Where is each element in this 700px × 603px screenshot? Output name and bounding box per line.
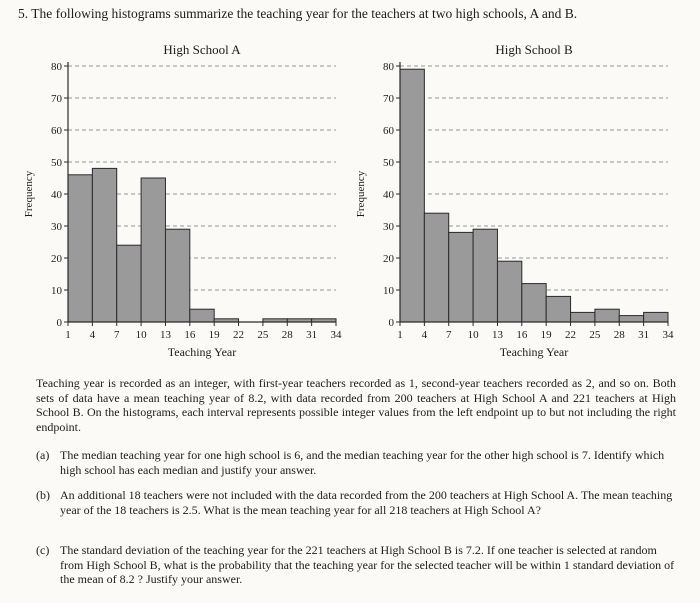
y-tick-label: 80 (51, 61, 62, 73)
histogram-bar (117, 245, 141, 322)
histogram-bar (571, 312, 595, 322)
x-axis-label: Teaching Year (167, 345, 237, 359)
chart-title: High School B (495, 42, 573, 57)
question-header (18, 6, 577, 22)
histogram-bar (497, 261, 521, 322)
y-tick-label: 40 (51, 189, 62, 201)
x-tick-label: 1 (397, 329, 403, 341)
part-a-text: The median teaching year for one high school is 6, and the median teaching year for the other high school is 7. Identify which high school has each median and justify your answer. (60, 448, 665, 477)
x-tick-label: 7 (113, 329, 120, 341)
x-tick-label: 7 (445, 329, 452, 341)
y-tick-label: 50 (383, 157, 394, 169)
histogram-bar (473, 229, 497, 322)
y-tick-label: 20 (51, 253, 62, 265)
y-tick-label: 10 (383, 285, 394, 297)
x-tick-label: 13 (491, 329, 503, 341)
x-tick-label: 34 (330, 329, 342, 341)
y-axis-label: Frequency (23, 170, 35, 218)
x-tick-label: 4 (89, 329, 96, 341)
histogram-bar (619, 316, 643, 322)
x-tick-label: 28 (281, 329, 293, 341)
x-tick-label: 1 (65, 329, 71, 341)
x-axis-label: Teaching Year (499, 345, 569, 359)
histogram-bar (190, 309, 214, 322)
histogram-bar (400, 69, 424, 322)
y-tick-label: 30 (383, 221, 394, 233)
question-number: 5. (18, 6, 29, 21)
x-tick-label: 16 (516, 329, 528, 341)
x-tick-label: 22 (565, 329, 577, 341)
histogram-bar (68, 175, 92, 322)
histogram-bar (595, 309, 619, 322)
histogram-bar (546, 296, 570, 322)
x-tick-label: 31 (638, 329, 650, 341)
y-tick-label: 20 (383, 253, 394, 265)
part-c-label: (c) (36, 543, 50, 557)
histogram-high-school-a (18, 40, 348, 365)
y-tick-label: 0 (56, 317, 62, 329)
x-tick-label: 19 (540, 329, 552, 341)
x-tick-label: 10 (467, 329, 479, 341)
y-tick-label: 70 (51, 93, 62, 105)
histogram-bar (522, 284, 546, 322)
histogram-high-school-b (350, 40, 680, 365)
histogram-bar (424, 213, 448, 322)
x-tick-label: 19 (208, 329, 220, 341)
y-tick-label: 50 (51, 157, 62, 169)
x-tick-label: 31 (306, 329, 318, 341)
question-text: The following histograms summarize the teaching year for the teachers at two high schools, A and B. (31, 6, 578, 21)
x-tick-label: 16 (184, 329, 196, 341)
y-tick-label: 30 (51, 221, 62, 233)
y-tick-label: 60 (51, 125, 62, 137)
y-tick-label: 0 (388, 317, 394, 329)
y-tick-label: 10 (51, 285, 62, 297)
y-tick-label: 80 (383, 61, 394, 73)
histogram-bar (141, 178, 165, 322)
histogram-bar (644, 312, 668, 322)
x-tick-label: 10 (135, 329, 147, 341)
part-b (36, 488, 676, 517)
x-tick-label: 34 (662, 329, 674, 341)
part-c-text: The standard deviation of the teaching year for the 221 teachers at High School B is 7.2. If one teacher is selected at random from High School B, what is the probability that the teaching year for the selected teacher will be within 1 standard deviation of the mean of 8.2 ? Justify your answer. (60, 543, 675, 587)
y-tick-label: 40 (383, 189, 394, 201)
part-a (36, 448, 676, 477)
x-tick-label: 13 (159, 329, 171, 341)
x-tick-label: 25 (589, 329, 601, 341)
x-tick-label: 4 (421, 329, 428, 341)
problem-intro: Teaching year is recorded as an integer, with first-year teachers recorded as 1, second-year teachers recorded as 2, and so on. Both sets of data have a mean teaching year of 8.2, with data recorded from 200 teachers at High School A and 221 teachers at High School B. On the histograms, each interval represents possible integer values from the left endpoint up to but not including the right endpoint. (36, 376, 676, 434)
x-tick-label: 22 (233, 329, 245, 341)
y-axis-label: Frequency (355, 170, 367, 218)
y-tick-label: 60 (383, 125, 394, 137)
x-tick-label: 25 (257, 329, 269, 341)
histogram-bar (92, 168, 116, 322)
part-b-text: An additional 18 teachers were not included with the data recorded from the 200 teachers at High School A. The mean teaching year of the 18 teachers is 2.5. What is the mean teaching year for all 218 teachers at High School A? (60, 488, 673, 517)
histogram-bar (165, 229, 189, 322)
chart-title: High School A (163, 42, 241, 57)
part-a-label: (a) (36, 448, 50, 462)
histogram-bar (449, 232, 473, 322)
y-tick-label: 70 (383, 93, 394, 105)
part-b-label: (b) (36, 488, 50, 502)
x-tick-label: 28 (613, 329, 625, 341)
part-c (36, 543, 676, 587)
